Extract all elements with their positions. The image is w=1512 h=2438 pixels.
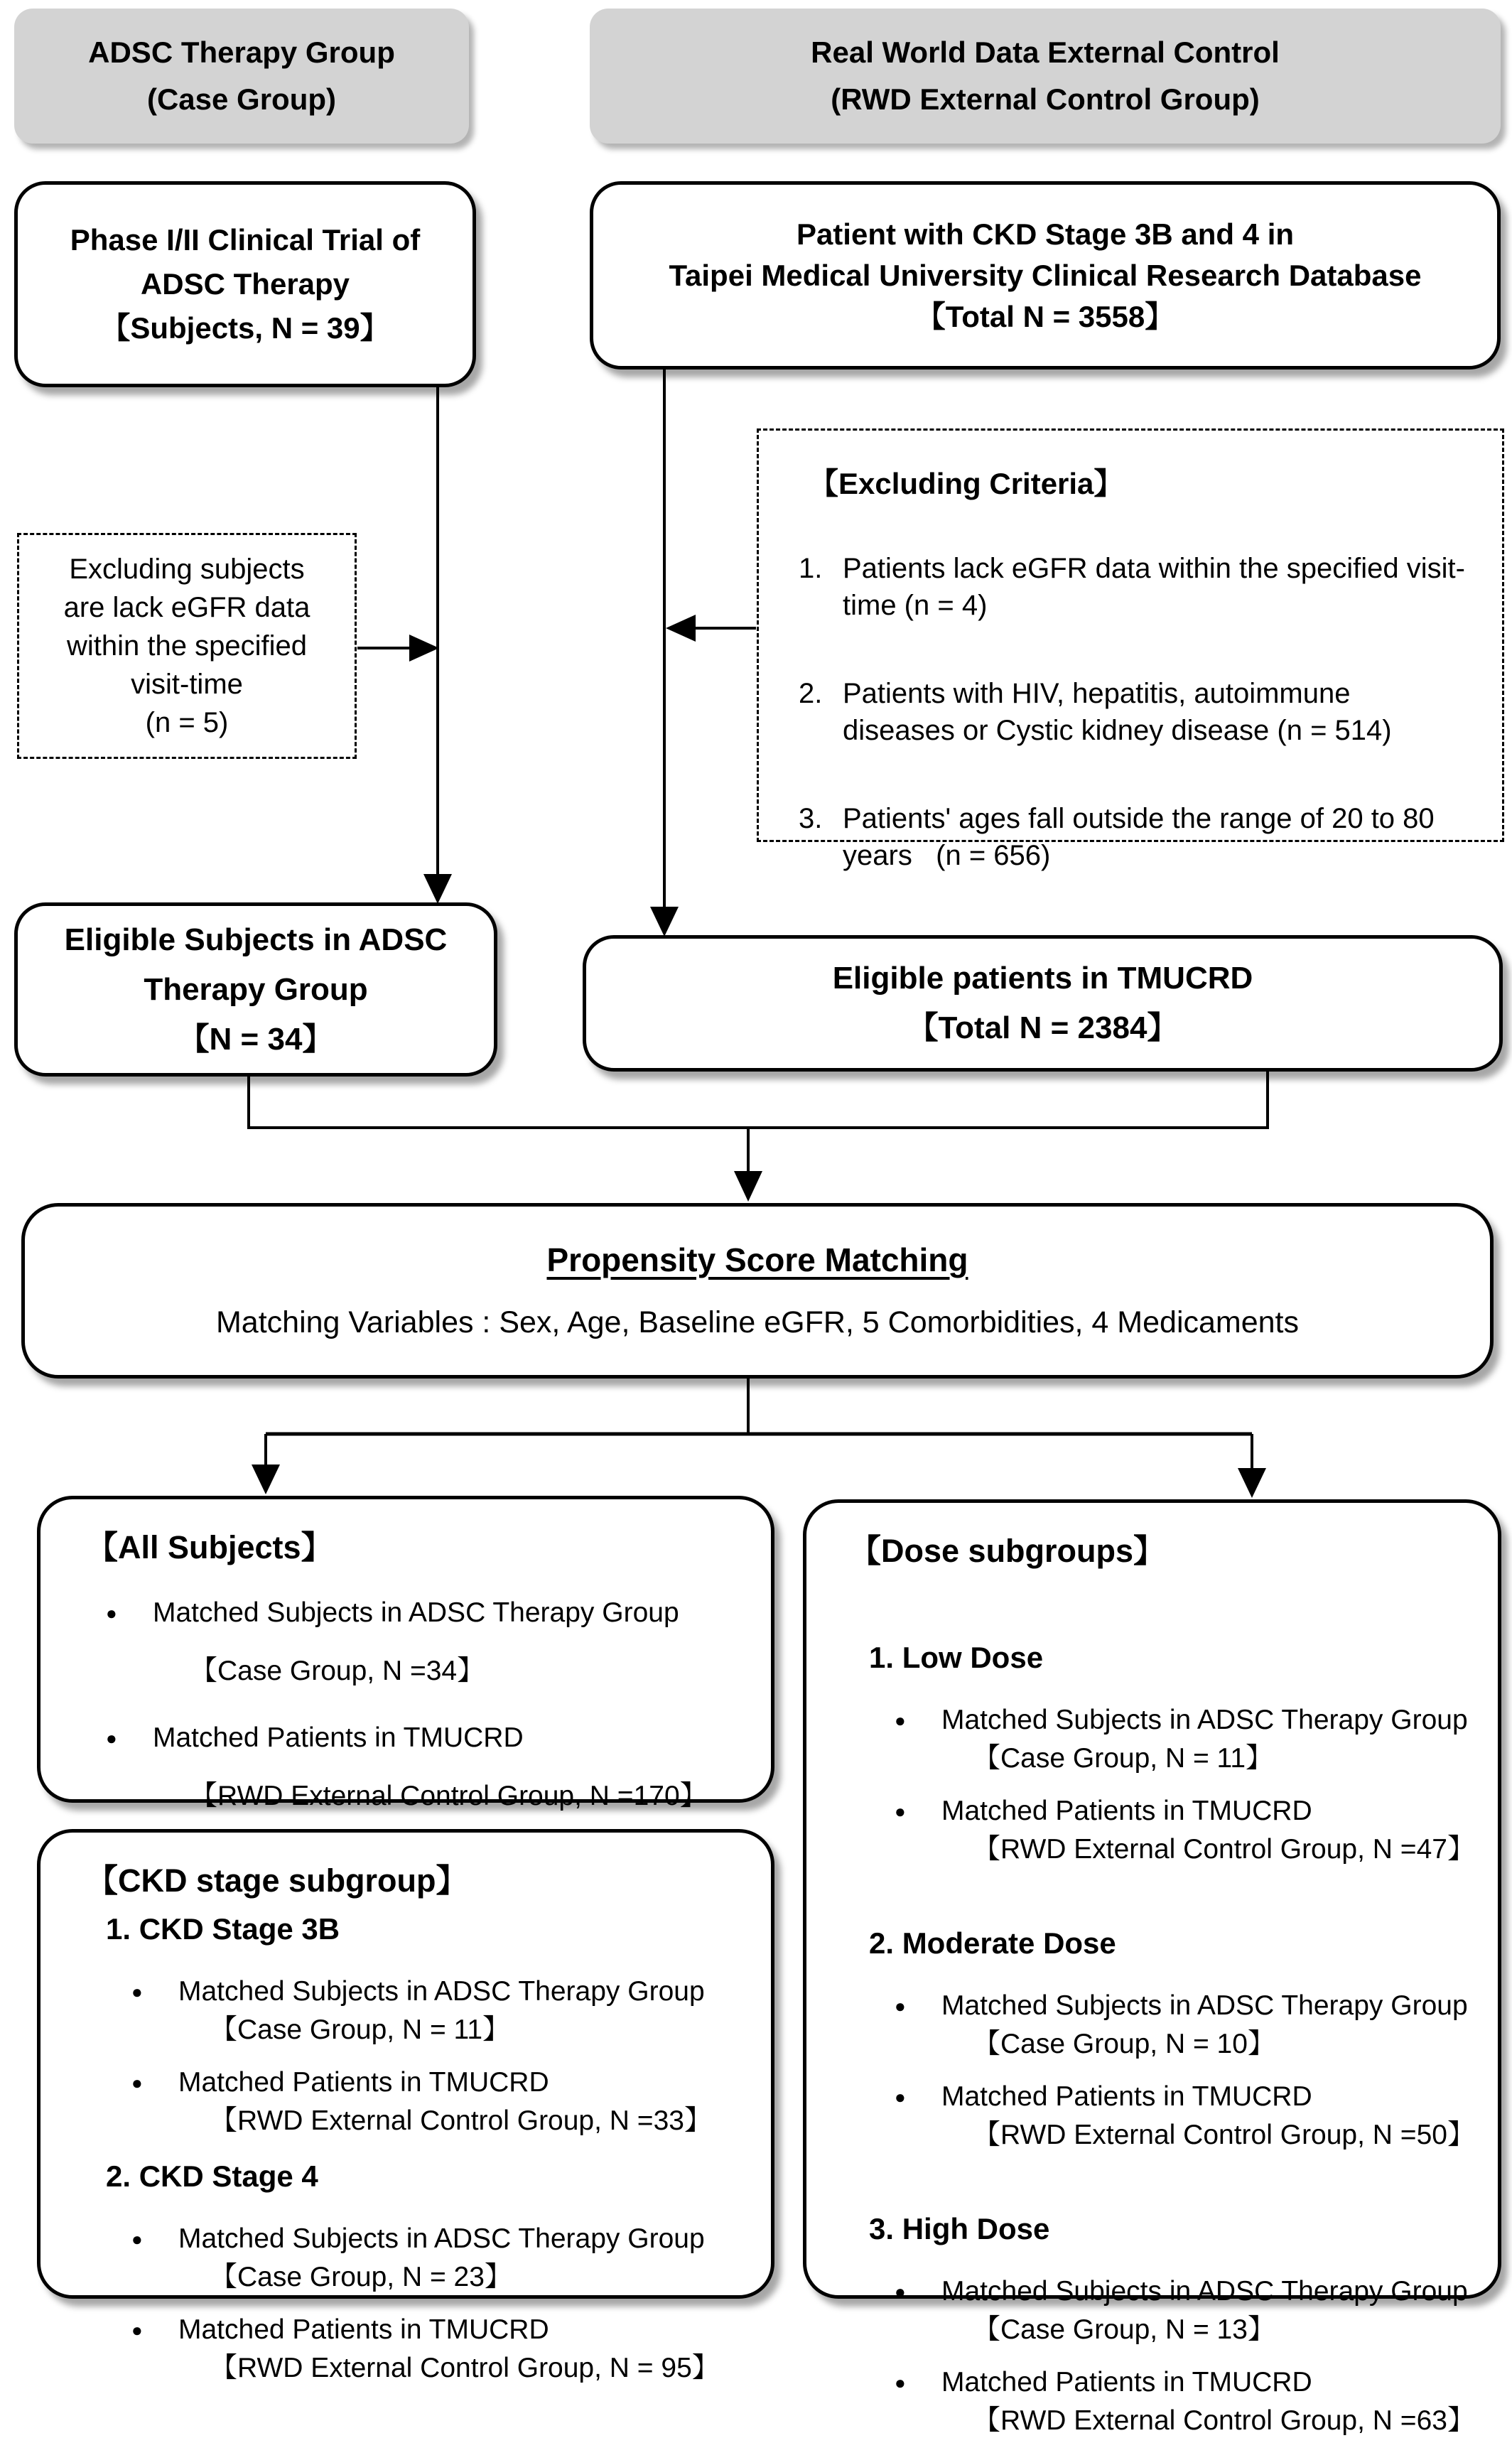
arrowhead-psm [734, 1171, 762, 1202]
box-ckd-stage-subgroup [37, 1829, 774, 2383]
excluding-criteria-item-1-text [843, 550, 1465, 624]
high-dose-bullet-1-line2: 【Case Group, N = 13】 [973, 2314, 1275, 2345]
excluding-criteria-item-2 [799, 675, 1474, 749]
excluding-criteria-item-2-text [843, 675, 1392, 749]
low-dose-bullet-1-line2: 【Case Group, N = 11】 [973, 1743, 1274, 1774]
ckd-4-bullet-1-line2: 【Case Group, N = 23】 [210, 2262, 512, 2292]
ckd-3b-bullet-2-line2: 【RWD External Control Group, N =33】 [210, 2105, 712, 2136]
excluding-criteria-item-2-line2: diseases or Cystic kidney disease (n = 514) [843, 715, 1392, 746]
all-subjects-bullet-2 [106, 1721, 742, 1813]
box-excluding-criteria [757, 428, 1504, 871]
moderate-dose-bullet-2 [895, 2080, 1475, 2152]
header-case-group-line1: ADSC Therapy Group [88, 36, 395, 69]
ckd-3b-bullet-1 [131, 1975, 742, 2047]
excluding-criteria-item-2-num: 2. [799, 678, 823, 709]
ckd-3b-bullet-2 [131, 2066, 742, 2138]
all-subjects-bullet-2-line2: 【RWD External Control Group, N =170】 [190, 1781, 708, 1811]
high-dose-bullet-1 [895, 2275, 1469, 2347]
ckd-4-bullet-2-text [178, 2313, 720, 2385]
bullet-icon: ● [106, 1727, 117, 1749]
bullet-icon: ● [895, 2372, 906, 2393]
ckd-stage-3b-heading: 1. CKD Stage 3B [106, 1912, 340, 1946]
spacer [849, 1885, 1469, 1926]
excluding-criteria-item-3-line1: Patients' ages fall outside the range of 20 to 80 [843, 803, 1435, 834]
exclusion-subjects-line1: Excluding subjects [69, 554, 305, 585]
eligible-patients-count: 【Total N = 2384】 [907, 1010, 1179, 1045]
exclusion-subjects-line2: are lack eGFR data [63, 592, 310, 623]
box-eligible-subjects [14, 902, 497, 1077]
low-dose-bullet-2 [895, 1794, 1475, 1867]
header-case-group-line2: (Case Group) [146, 82, 337, 116]
moderate-dose-bullet-2-text [941, 2080, 1475, 2152]
bullet-icon: ● [895, 2086, 906, 2108]
bullet-icon: ● [131, 2072, 143, 2093]
excluding-criteria-item-3-text [843, 800, 1435, 874]
arrowhead-exclusion-right [666, 615, 696, 642]
spacer [849, 1600, 1469, 1641]
box-ckd-database-line1: Patient with CKD Stage 3B and 4 in [796, 217, 1295, 251]
ckd-3b-bullet-1-line2: 【Case Group, N = 11】 [210, 2014, 511, 2045]
all-subjects-bullet-1-line1: Matched Subjects in ADSC Therapy Group [153, 1597, 679, 1628]
low-dose-heading: 1. Low Dose [869, 1641, 1044, 1674]
dose-subgroups-title: 【Dose subgroups】 [849, 1533, 1166, 1569]
bullet-icon: ● [895, 2281, 906, 2302]
moderate-dose-bullet-2-line1: Matched Patients in TMUCRD [941, 2081, 1312, 2112]
box-phase-trial [14, 181, 476, 387]
bullet-icon: ● [895, 1995, 906, 2017]
box-propensity-score-matching [21, 1203, 1494, 1379]
psm-title: Propensity Score Matching [546, 1241, 968, 1278]
box-phase-trial-count: 【Subjects, N = 39】 [100, 311, 390, 345]
ckd-4-bullet-2 [131, 2313, 742, 2385]
high-dose-bullet-2-text [941, 2366, 1475, 2438]
exclusion-subjects-line4: visit-time [131, 669, 243, 700]
ckd-4-bullet-1 [131, 2222, 742, 2294]
arrowhead-eligible-left [423, 874, 452, 904]
ckd-subgroup-title: 【CKD stage subgroup】 [86, 1862, 468, 1899]
moderate-dose-bullet-1-text [941, 1989, 1468, 2061]
high-dose-bullet-2 [895, 2366, 1475, 2438]
high-dose-bullet-2-line2: 【RWD External Control Group, N =63】 [973, 2405, 1475, 2436]
excluding-criteria-item-3-line2: years (n = 656) [843, 840, 1051, 871]
bullet-icon: ● [106, 1602, 117, 1624]
box-phase-trial-line2: ADSC Therapy [140, 267, 350, 301]
all-subjects-title: 【All Subjects】 [86, 1529, 333, 1565]
exclusion-subjects-line5: (n = 5) [145, 707, 229, 738]
ckd-3b-bullet-1-line1: Matched Subjects in ADSC Therapy Group [178, 1976, 705, 2007]
moderate-dose-bullet-2-line2: 【RWD External Control Group, N =50】 [973, 2120, 1475, 2150]
excluding-criteria-title: 【Excluding Criteria】 [809, 467, 1124, 500]
arrowhead-eligible-right [650, 907, 679, 937]
box-ckd-database-count: 【Total N = 3558】 [915, 299, 1175, 333]
arrowhead-exclusion-left [409, 635, 439, 662]
box-eligible-patients [583, 935, 1503, 1072]
box-ckd-database [590, 181, 1501, 370]
ckd-3b-bullet-2-text [178, 2066, 712, 2138]
moderate-dose-bullet-1-line2: 【Case Group, N = 10】 [973, 2029, 1275, 2059]
box-all-subjects [37, 1496, 774, 1811]
low-dose-bullet-2-line1: Matched Patients in TMUCRD [941, 1796, 1312, 1826]
ckd-3b-bullet-1-text [178, 1975, 705, 2047]
high-dose-bullet-2-line1: Matched Patients in TMUCRD [941, 2367, 1312, 2397]
ckd-4-bullet-2-line1: Matched Patients in TMUCRD [178, 2314, 549, 2345]
eligible-subjects-line2: Therapy Group [144, 971, 368, 1007]
high-dose-heading: 3. High Dose [869, 2212, 1050, 2245]
psm-matching-variables: Matching Variables : Sex, Age, Baseline eGFR, 5 Comorbidities, 4 Medicaments [215, 1305, 1300, 1339]
box-ckd-database-line2: Taipei Medical University Clinical Research Database [669, 258, 1422, 292]
exclusion-subjects-line3: within the specified [67, 630, 307, 662]
all-subjects-bullet-1-line2: 【Case Group, N =34】 [190, 1656, 485, 1686]
all-subjects-bullet-1 [106, 1596, 742, 1688]
bullet-icon: ● [895, 1801, 906, 1822]
box-phase-trial-line1: Phase I/II Clinical Trial of [70, 223, 421, 257]
excluding-criteria-item-1-line2: time (n = 4) [843, 590, 988, 621]
box-dose-subgroups [803, 1499, 1501, 2436]
all-subjects-bullet-1-text [153, 1596, 679, 1688]
spacer [849, 2171, 1469, 2212]
ckd-stage-4-heading: 2. CKD Stage 4 [106, 2159, 318, 2193]
eligible-subjects-line1: Eligible Subjects in ADSC [64, 922, 448, 957]
low-dose-bullet-1 [895, 1703, 1469, 1776]
ckd-4-bullet-1-line1: Matched Subjects in ADSC Therapy Group [178, 2223, 705, 2254]
excluding-criteria-item-3-num: 3. [799, 803, 823, 834]
eligible-subjects-count: 【N = 34】 [178, 1021, 334, 1057]
connector-merge [249, 1070, 1268, 1128]
header-rwd-control-line1: Real World Data External Control [811, 36, 1280, 69]
excluding-criteria-item-3 [799, 800, 1474, 874]
box-exclusion-subjects [17, 533, 357, 759]
moderate-dose-bullet-1 [895, 1989, 1469, 2061]
high-dose-bullet-1-text [941, 2275, 1468, 2347]
excluding-criteria-item-2-line1: Patients with HIV, hepatitis, autoimmune [843, 678, 1351, 709]
all-subjects-bullet-2-line1: Matched Patients in TMUCRD [153, 1722, 524, 1753]
excluding-criteria-item-1-num: 1. [799, 553, 823, 584]
all-subjects-bullet-2-text [153, 1721, 708, 1813]
ckd-3b-bullet-2-line1: Matched Patients in TMUCRD [178, 2067, 549, 2098]
low-dose-bullet-1-text [941, 1703, 1468, 1776]
ckd-4-bullet-1-text [178, 2222, 705, 2294]
low-dose-bullet-2-text [941, 1794, 1475, 1867]
low-dose-bullet-1-line1: Matched Subjects in ADSC Therapy Group [941, 1705, 1468, 1735]
excluding-criteria-item-1 [799, 550, 1474, 624]
arrowhead-all-subjects [252, 1465, 280, 1494]
eligible-patients-line1: Eligible patients in TMUCRD [832, 961, 1253, 996]
bullet-icon: ● [131, 2228, 143, 2250]
bullet-icon: ● [131, 1981, 143, 2002]
moderate-dose-heading: 2. Moderate Dose [869, 1926, 1116, 1960]
header-case-group [14, 9, 469, 144]
low-dose-bullet-2-line2: 【RWD External Control Group, N =47】 [973, 1834, 1475, 1865]
moderate-dose-bullet-1-line1: Matched Subjects in ADSC Therapy Group [941, 1990, 1468, 2021]
high-dose-bullet-1-line1: Matched Subjects in ADSC Therapy Group [941, 2276, 1468, 2307]
bullet-icon: ● [131, 2319, 143, 2341]
ckd-4-bullet-2-line2: 【RWD External Control Group, N = 95】 [210, 2353, 720, 2383]
header-rwd-control-line2: (RWD External Control Group) [831, 82, 1260, 116]
arrowhead-dose [1238, 1468, 1266, 1498]
excluding-criteria-item-1-line1: Patients lack eGFR data within the specified visit- [843, 553, 1465, 584]
bullet-icon: ● [895, 1710, 906, 1731]
header-rwd-control [590, 9, 1501, 144]
